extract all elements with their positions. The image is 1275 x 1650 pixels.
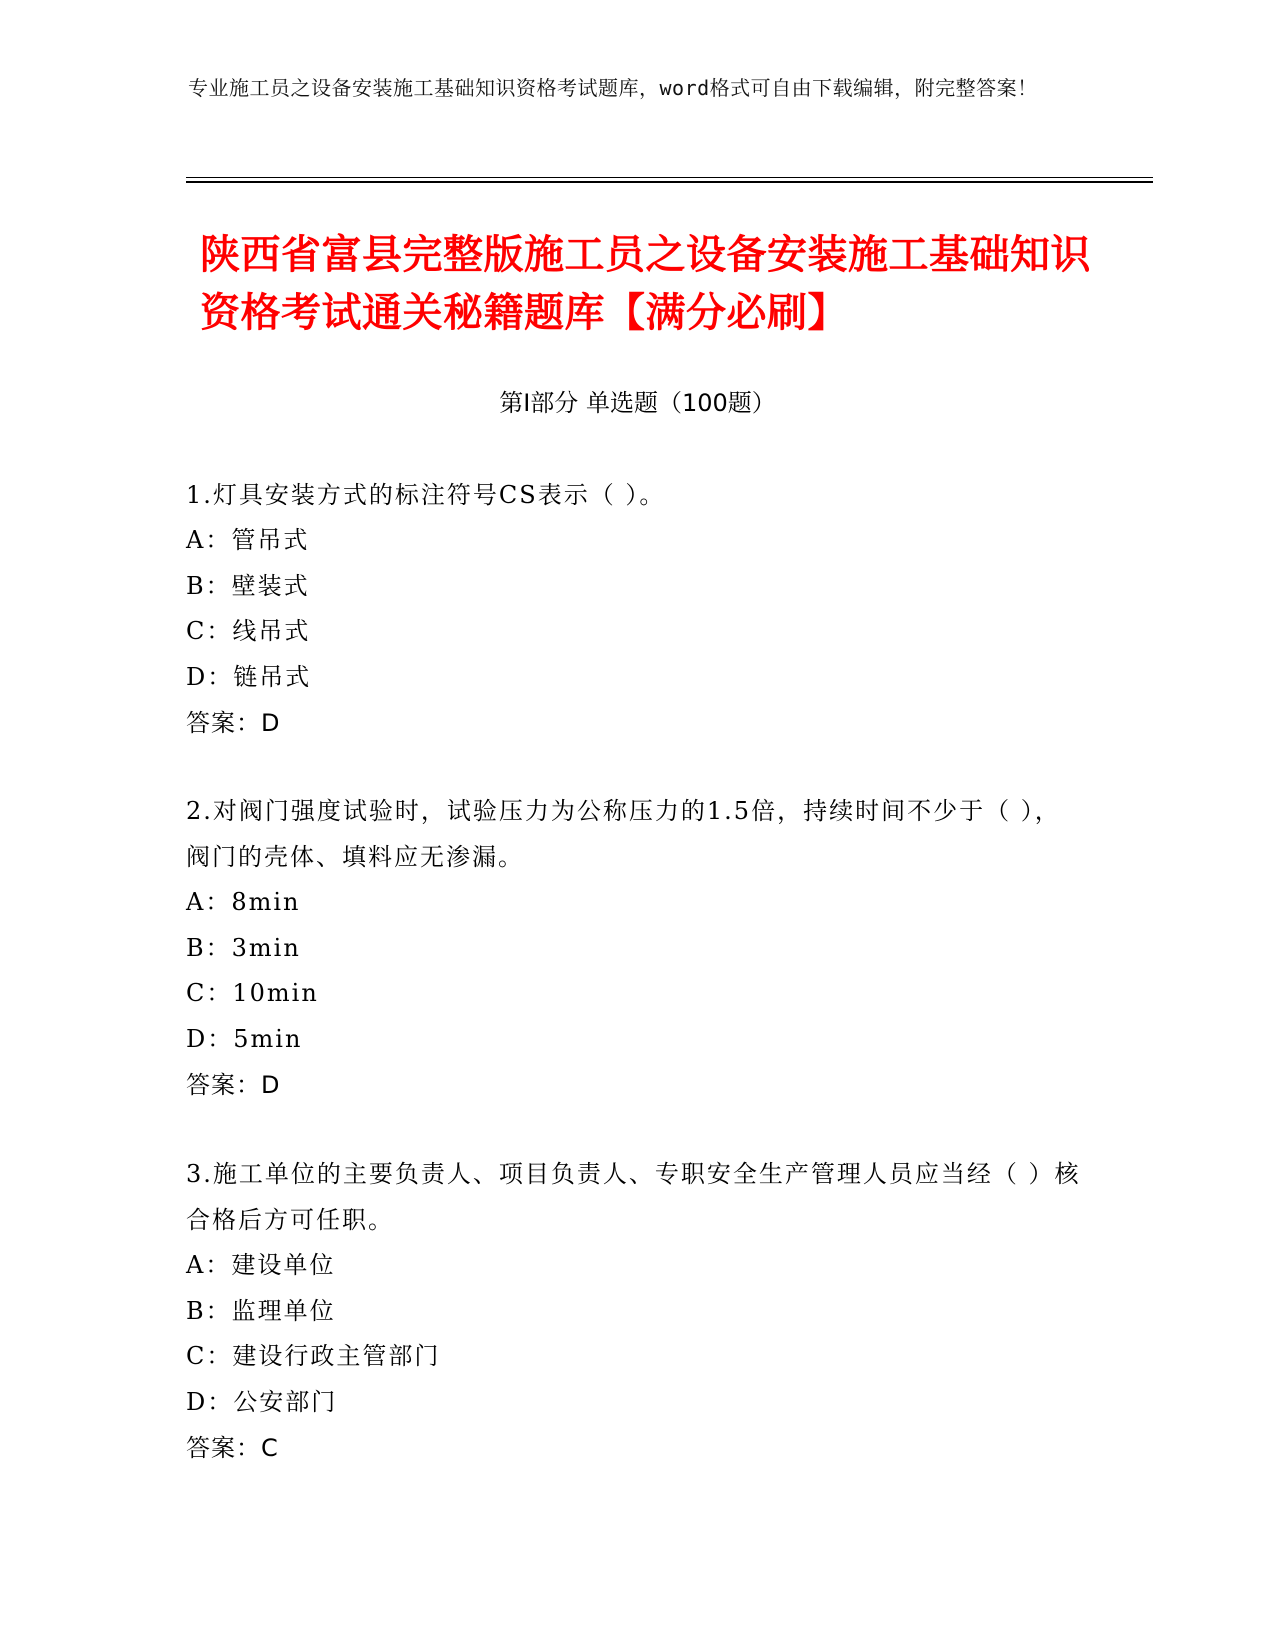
option-d: D：公安部门 — [186, 1387, 338, 1416]
option-a: A：建设单位 — [186, 1251, 336, 1279]
question-stem: 2.对阀门强度试验时，试验压力为公称压力的1.5倍，持续时间不少于（ ），阀门的壳体、填料应无渗漏。 — [186, 797, 1061, 871]
option-b: B：3min — [186, 933, 301, 962]
option-a: A：8min — [186, 888, 301, 916]
question-stem: 3.施工单位的主要负责人、项目负责人、专职安全生产管理人员应当经（ ）核合格后方可任职。 — [186, 1160, 1081, 1234]
answer: 答案：D — [186, 1071, 281, 1099]
header-divider-thick — [186, 181, 1153, 183]
option-c: C：10min — [186, 979, 319, 1007]
option-b: B：壁装式 — [186, 571, 310, 600]
header-note: 专业施工员之设备安装施工基础知识资格考试题库，word格式可自由下载编辑，附完整答案！ — [188, 76, 1038, 100]
option-d: D：链吊式 — [186, 662, 312, 691]
question-stem: 1.灯具安装方式的标注符号CS表示（ ）。 — [186, 481, 666, 509]
option-c: C：建设行政主管部门 — [186, 1342, 441, 1370]
answer: 答案：D — [186, 709, 281, 737]
answer: 答案：C — [186, 1434, 279, 1462]
option-c: C：线吊式 — [186, 617, 311, 645]
option-b: B：监理单位 — [186, 1296, 336, 1325]
option-d: D：5min — [186, 1024, 303, 1053]
question-2 — [186, 788, 1086, 1108]
question-3 — [186, 1151, 1086, 1471]
option-a: A：管吊式 — [186, 526, 310, 554]
question-1 — [186, 472, 1086, 746]
section-heading: 第Ⅰ部分 单选题（100题） — [499, 389, 776, 417]
document-title: 陕西省富县完整版施工员之设备安装施工基础知识资格考试通关秘籍题库【满分必刷】 — [200, 232, 1091, 336]
header-divider-thin — [186, 177, 1153, 178]
